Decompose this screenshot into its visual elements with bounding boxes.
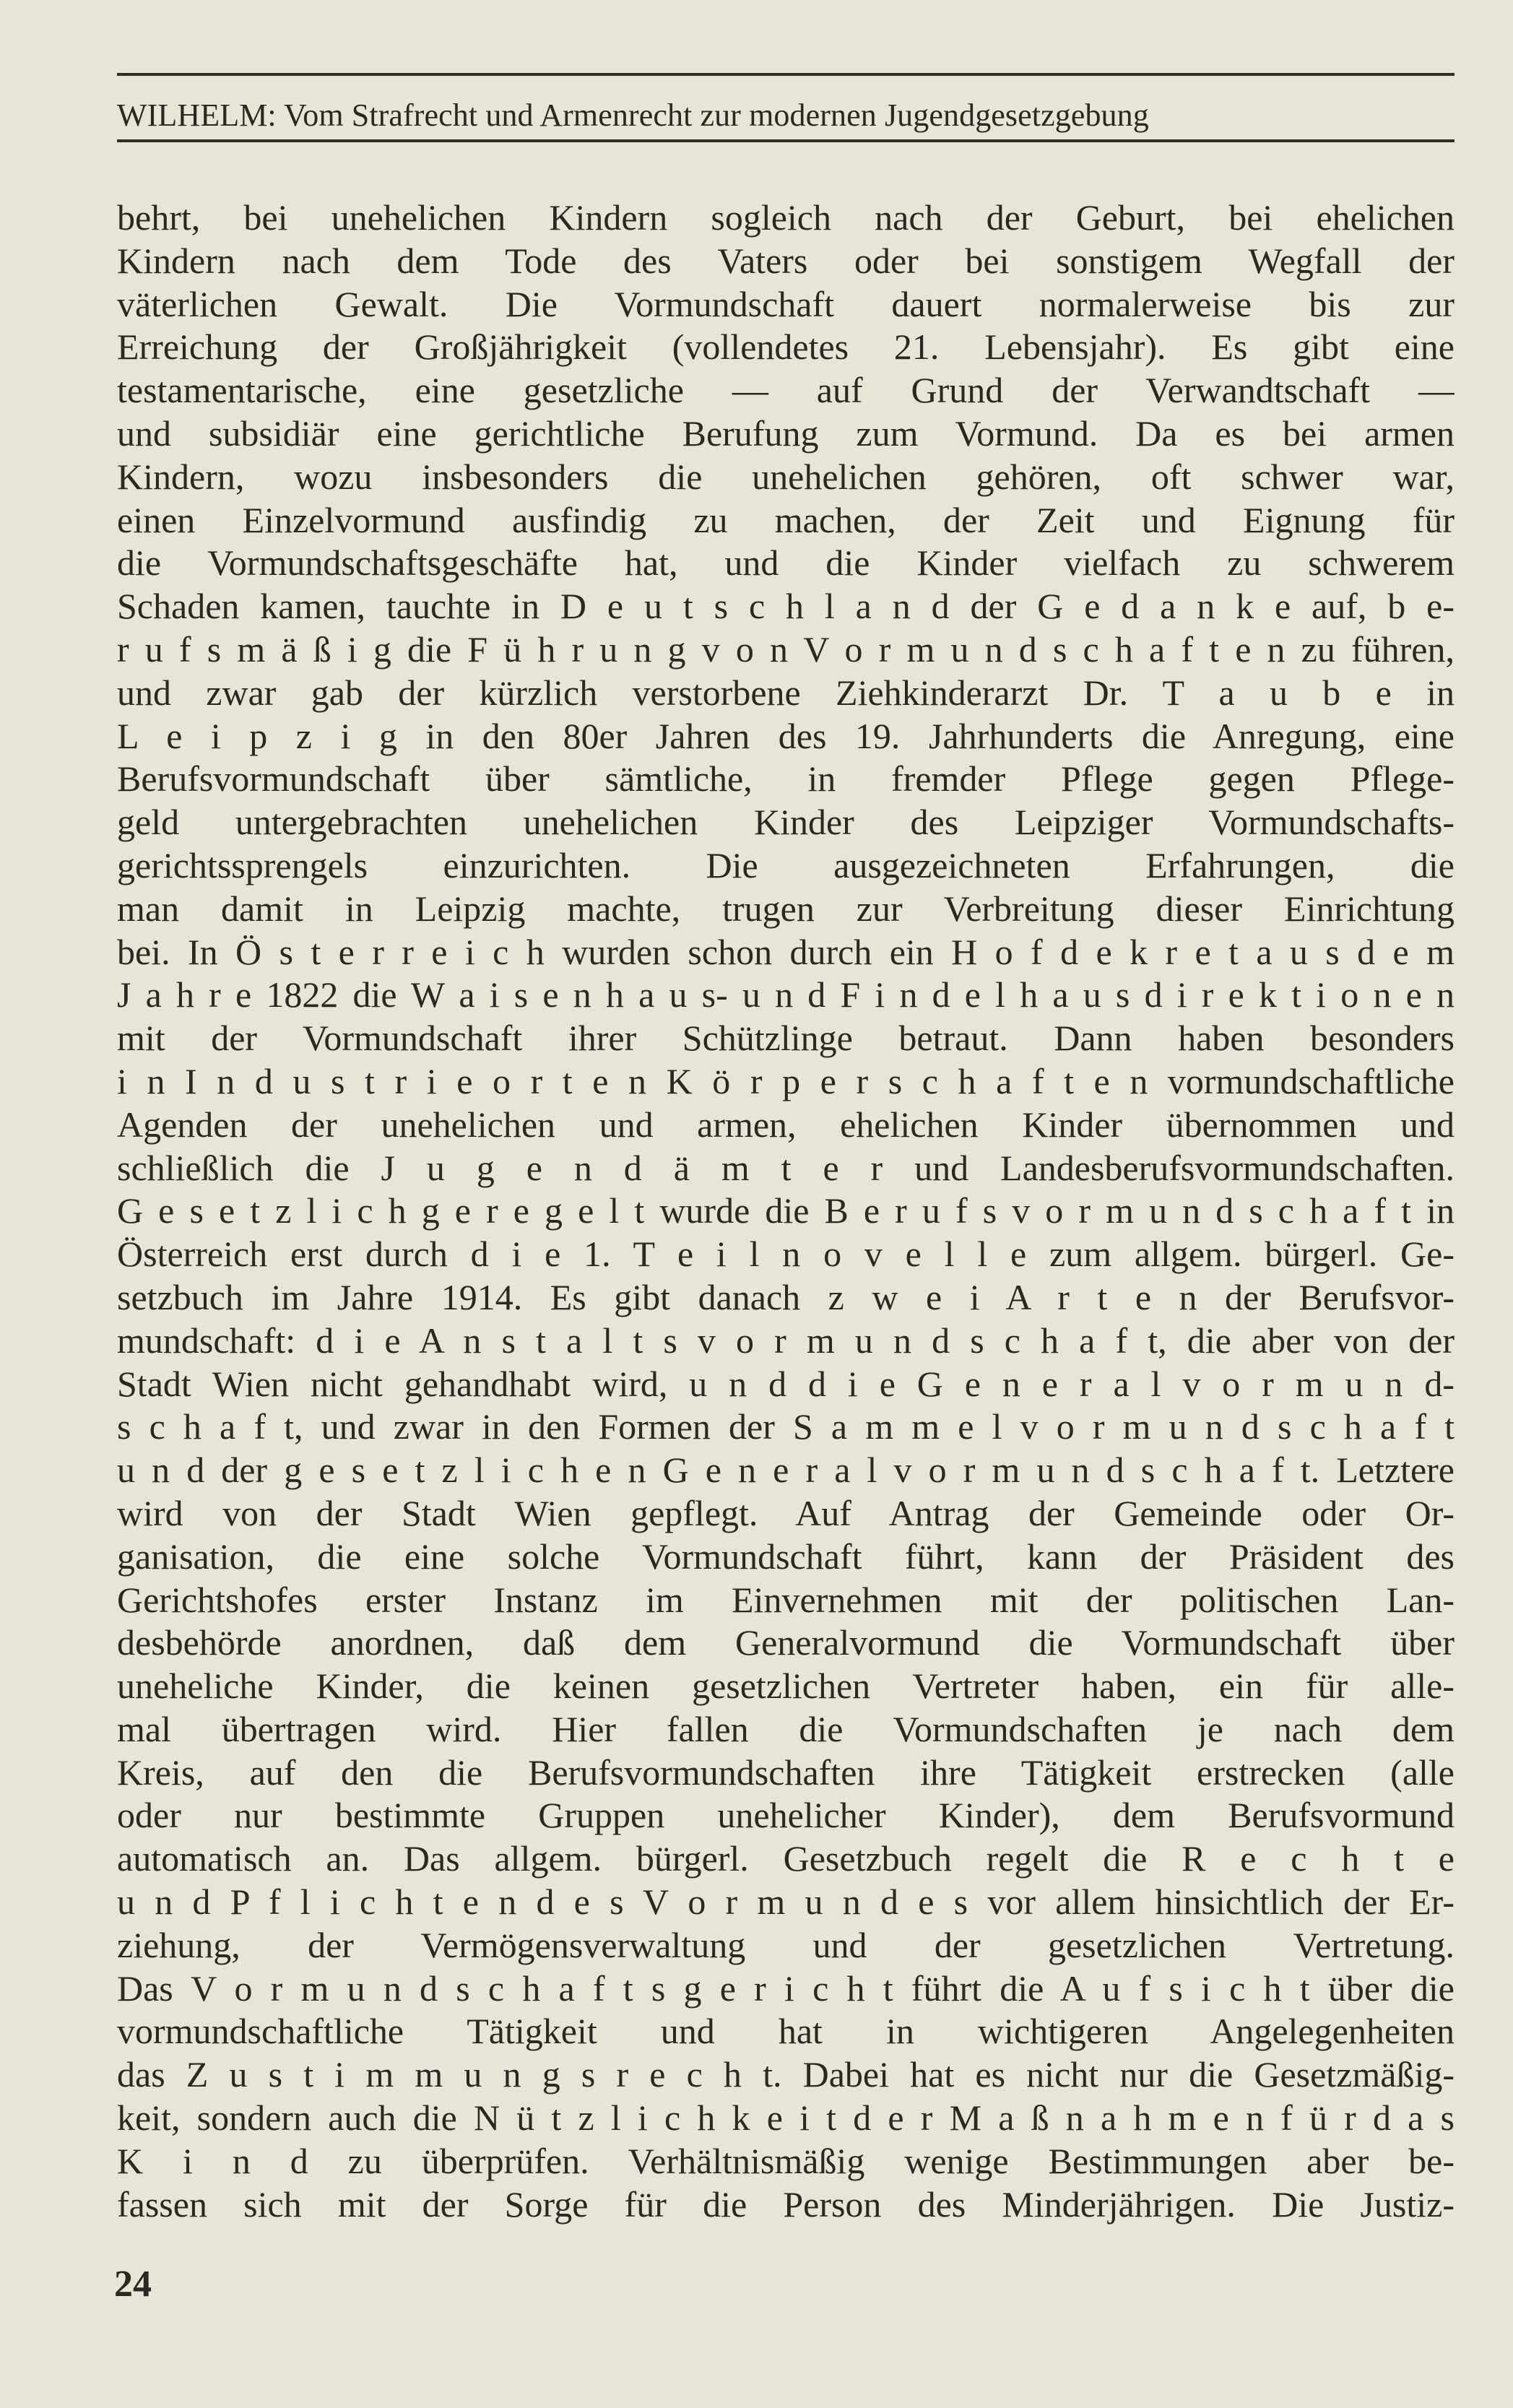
- text-line: fassen sich mit der Sorge für die Person des Minderjährigen. Die Justiz-: [117, 2183, 1455, 2225]
- text-line: testamentarische, eine gesetzliche — auf Grund der Verwandtschaft —: [117, 370, 1455, 411]
- text-line: Österreich erst durch d i e 1. T e i l n o v e l l e zum allgem. bürgerl. Ge-: [117, 1234, 1455, 1275]
- text-line: oder nur bestimmte Gruppen unehelicher Kinder), dem Berufsvormund: [117, 1795, 1455, 1836]
- text-line: L e i p z i g in den 80er Jahren des 19. Jahrhunderts die Anregung, eine: [117, 715, 1455, 756]
- text-line: die Vormundschaftsgeschäfte hat, und die Kinder vielfach zu schwerem: [117, 542, 1455, 584]
- text-line: ganisation, die eine solche Vormundschaft führt, kann der Präsident des: [117, 1536, 1455, 1577]
- text-line: s c h a f t, und zwar in den Formen der S a m m e l v o r m u n d s c h a f t: [117, 1406, 1455, 1447]
- text-line: J a h r e 1822 die W a i s e n h a u s- u n d F i n d e l h a u s d i r e k t i o n e n: [117, 974, 1455, 1015]
- text-line: wird von der Stadt Wien gepflegt. Auf Antrag der Gemeinde oder Or-: [117, 1492, 1455, 1533]
- text-line: r u f s m ä ß i g die F ü h r u n g v o n V o r m u n d s c h a f t e n zu führen,: [117, 628, 1455, 670]
- text-line: man damit in Leipzig machte, trugen zur Verbreitung dieser Einrichtung: [117, 888, 1455, 929]
- text-line: u n d P f l i c h t e n d e s V o r m u n d e s vor allem hinsichtlich der Er-: [117, 1881, 1455, 1923]
- text-line: Kreis, auf den die Berufsvormundschaften ihre Tätigkeit erstrecken (alle: [117, 1751, 1455, 1793]
- text-line: automatisch an. Das allgem. bürgerl. Gesetzbuch regelt die R e c h t e: [117, 1838, 1455, 1879]
- text-line: K i n d zu überprüfen. Verhältnismäßig wenige Bestimmungen aber be-: [117, 2140, 1455, 2181]
- text-line: und zwar gab der kürzlich verstorbene Ziehkinderarzt Dr. T a u b e in: [117, 672, 1455, 713]
- text-line: Stadt Wien nicht gehandhabt wird, u n d d i e G e n e r a l v o r m u n d-: [117, 1363, 1455, 1404]
- text-line: Schaden kamen, tauchte in D e u t s c h l a n d der G e d a n k e auf, b e-: [117, 586, 1455, 627]
- text-line: vormundschaftliche Tätigkeit und hat in wichtigeren Angelegenheiten: [117, 2011, 1455, 2052]
- text-line: keit, sondern auch die N ü t z l i c h k e i t d e r M a ß n a h m e n f ü r d a s: [117, 2097, 1455, 2139]
- text-line: desbehörde anordnen, daß dem Generalvormund die Vormundschaft über: [117, 1622, 1455, 1663]
- text-line: u n d der g e s e t z l i c h e n G e n e r a l v o r m u n d s c h a f t. Letztere: [117, 1450, 1455, 1491]
- text-line: ziehung, der Vermögensverwaltung und der gesetzlichen Vertretung.: [117, 1924, 1455, 1965]
- text-line: Gerichtshofes erster Instanz im Einvernehmen mit der politischen Lan-: [117, 1579, 1455, 1620]
- text-line: das Z u s t i m m u n g s r e c h t. Dabei hat es nicht nur die Gesetzmäßig-: [117, 2054, 1455, 2095]
- text-line: Kindern nach dem Tode des Vaters oder bei sonstigem Wegfall der: [117, 240, 1455, 281]
- text-line: G e s e t z l i c h g e r e g e l t wurde die B e r u f s v o r m u n d s c h a f t in: [117, 1190, 1455, 1231]
- text-line: bei. In Ö s t e r r e i c h wurden schon durch ein H o f d e k r e t a u s d e m: [117, 931, 1455, 972]
- text-line: Das V o r m u n d s c h a f t s g e r i c h t führt die A u f s i c h t über die: [117, 1967, 1455, 2009]
- text-line: Berufsvormundschaft über sämtliche, in fremder Pflege gegen Pflege-: [117, 758, 1455, 800]
- text-line: uneheliche Kinder, die keinen gesetzlichen Vertreter haben, ein für alle-: [117, 1666, 1455, 1707]
- text-line: gerichtssprengels einzurichten. Die ausgezeichneten Erfahrungen, die: [117, 844, 1455, 885]
- page-number: 24: [114, 2264, 152, 2305]
- text-line: behrt, bei unehelichen Kindern sogleich nach der Geburt, bei ehelichen: [117, 197, 1455, 238]
- text-line: geld untergebrachten unehelichen Kinder des Leipziger Vormundschafts-: [117, 802, 1455, 843]
- text-line: Erreichung der Großjährigkeit (vollendetes 21. Lebensjahr). Es gibt eine: [117, 326, 1455, 368]
- text-line: mit der Vormundschaft ihrer Schützlinge betraut. Dann haben besonders: [117, 1018, 1455, 1059]
- running-head: WILHELM: Vom Strafrecht und Armenrecht zur modernen Jugendgesetzgebung: [117, 73, 1455, 142]
- text-line: mal übertragen wird. Hier fallen die Vormundschaften je nach dem: [117, 1708, 1455, 1749]
- text-line: mundschaft: d i e A n s t a l t s v o r m u n d s c h a f t, die aber von der: [117, 1320, 1455, 1361]
- text-line: Kindern, wozu insbesonders die unehelichen gehören, oft schwer war,: [117, 456, 1455, 497]
- text-line: einen Einzelvormund ausfindig zu machen, der Zeit und Eignung für: [117, 499, 1455, 540]
- text-line: i n I n d u s t r i e o r t e n K ö r p e r s c h a f t e n vormundschaftliche: [117, 1060, 1455, 1101]
- text-line: und subsidiär eine gerichtliche Berufung zum Vormund. Da es bei armen: [117, 412, 1455, 454]
- text-line: setzbuch im Jahre 1914. Es gibt danach z w e i A r t e n der Berufsvor-: [117, 1276, 1455, 1317]
- text-line: Agenden der unehelichen und armen, ehelichen Kinder übernommen und: [117, 1104, 1455, 1145]
- body-text: [117, 196, 1455, 2226]
- text-line: schließlich die J u g e n d ä m t e r und Landesberufsvormundschaften.: [117, 1147, 1455, 1188]
- text-line: väterlichen Gewalt. Die Vormundschaft dauert normalerweise bis zur: [117, 283, 1455, 324]
